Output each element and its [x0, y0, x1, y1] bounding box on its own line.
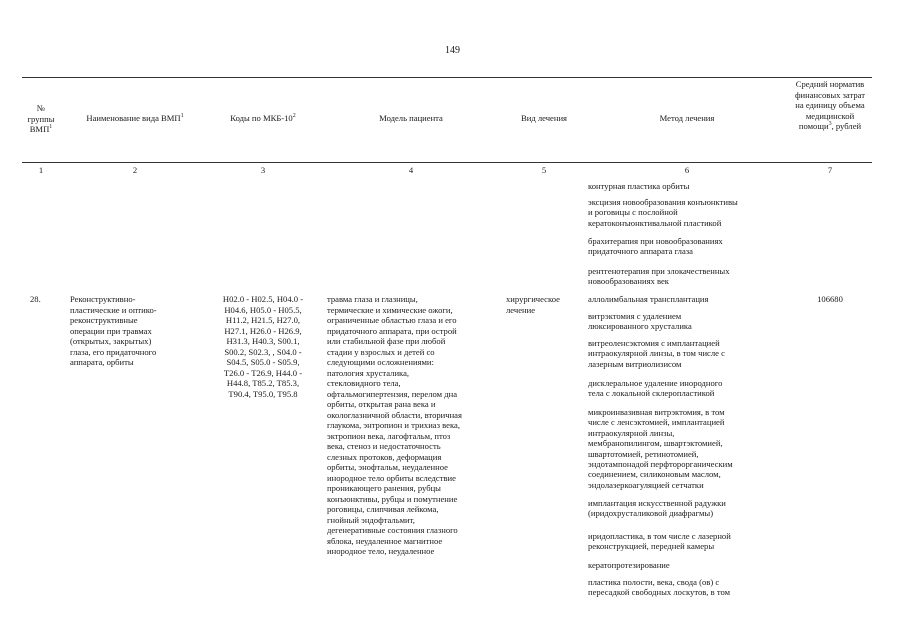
treatment-type: хирургическое лечение — [506, 294, 560, 315]
method-item: иридопластика, в том числе с лазерной реконструкцией, передней камеры — [588, 531, 731, 552]
column-number: 5 — [541, 165, 547, 175]
column-number: 4 — [408, 165, 414, 175]
icd-codes: H02.0 - H02.5, H04.0 - H04.6, H05.0 - H05.5, H11.2, H21.5, H27.0, H27.1, H26.0 - H26.9, H31.3, H40.3, S00.1, S00.2, S02.3, , S04.0 - S04.5, S05.0 - S05.9, T26.0 - T26.9, H44.0 - H44.8, T85.2, T85.3, T90.4, T95.0, T95.8 — [222, 294, 304, 399]
header-cost: Средний норматив финансовых затрат на единицу объема медицинской помощи$^3$, рублей — [794, 79, 866, 131]
method-item: витрэктомия с удалением люксированного хрусталика — [588, 311, 692, 332]
column-number: 6 — [684, 165, 690, 175]
vmp-name: Реконструктивно- пластические и оптико- реконструктивные операции при травмах (открытых, закрытых) глаза, его придаточного аппарата, орбиты — [70, 294, 157, 367]
method-item: контурная пластика орбиты — [588, 181, 690, 191]
header-icd-codes: Коды по МКБ-$10^2$ — [230, 113, 296, 123]
cost-value: 106680 — [817, 294, 843, 304]
header-group-number: № группы ВМП$^1$ — [27, 103, 55, 134]
page-number: 149 — [445, 45, 460, 56]
method-item: пластика полости, века, свода (ов) с пересадкой свободных лоскутов, в том — [588, 577, 731, 598]
method-item: брахитерапия при новообразованиях придаточного аппарата глаза — [588, 236, 723, 257]
header-vmp-name: Наименование вида ВМП$^1$ — [86, 113, 184, 123]
column-number: 1 — [38, 165, 44, 175]
column-number: 3 — [260, 165, 266, 175]
method-item: дисклеральное удаление инородного тела с локальной склеропластикой — [588, 378, 723, 399]
column-number: 7 — [827, 165, 833, 175]
method-item: кератопротезирование — [588, 560, 670, 570]
patient-model: травма глаза и глазницы, термические и химические ожоги, ограниченные областью глаза и его придаточного аппарата, при острой или стабильной фазе при любой стадии у взрослых и детей со следующими осложнениями: патология хрусталика, стекловидного тела, офтальмогипертензия, перелом дна орбиты, открытая рана века и окологлазничной области, вторичная глаукома, энтропион и трихиаз века, эктропион века, лагофтальм, птоз века, стеноз и недостаточность слезных протоков, деформация орбиты, энофтальм, неудаленное инородное тело орбиты вследствие проникающего ранения, рубцы конъюнктивы, рубцы и помутнение роговицы, слипчивая лейкома, гнойный эндофтальмит, дегенеративные состояния глазного яблока, неудаленное магнитное инородное тело, неудаленное — [327, 294, 462, 556]
header-treatment-type: Вид лечения — [520, 113, 568, 123]
group-number: 28. — [30, 294, 41, 304]
method-item: имплантация искусственной радужки (иридохрусталиковой диафрагмы) — [588, 498, 726, 519]
header-patient-model: Модель пациента — [379, 113, 443, 123]
header-treatment-method: Метод лечения — [659, 113, 715, 123]
method-item: микроинвазивная витрэктомия, в том числе с ленсэктомией, имплантацией интраокулярной линзы, мембранопилингом, швартэктомией, швартотомией, ретинотомией, эндотампонадой перфторорганическим соединением, силиконовым маслом, эндолазеркоагуляцией сетчатки — [588, 407, 733, 490]
table-top-rule — [22, 77, 872, 78]
method-item: эксцизия новообразования конъюнктивы и роговицы с послойной кератоконъюнктивальной пластикой — [588, 197, 738, 228]
method-item: аллолимбальная трансплантация — [588, 294, 709, 304]
header-bottom-rule — [22, 162, 872, 163]
method-item: рентгенотерапия при злокачественных новообразованиях век — [588, 266, 730, 287]
method-item: витреоленсэктомия с имплантацией интраокулярной линзы, в том числе с лазерным витриолизисом — [588, 338, 725, 369]
column-number: 2 — [132, 165, 138, 175]
